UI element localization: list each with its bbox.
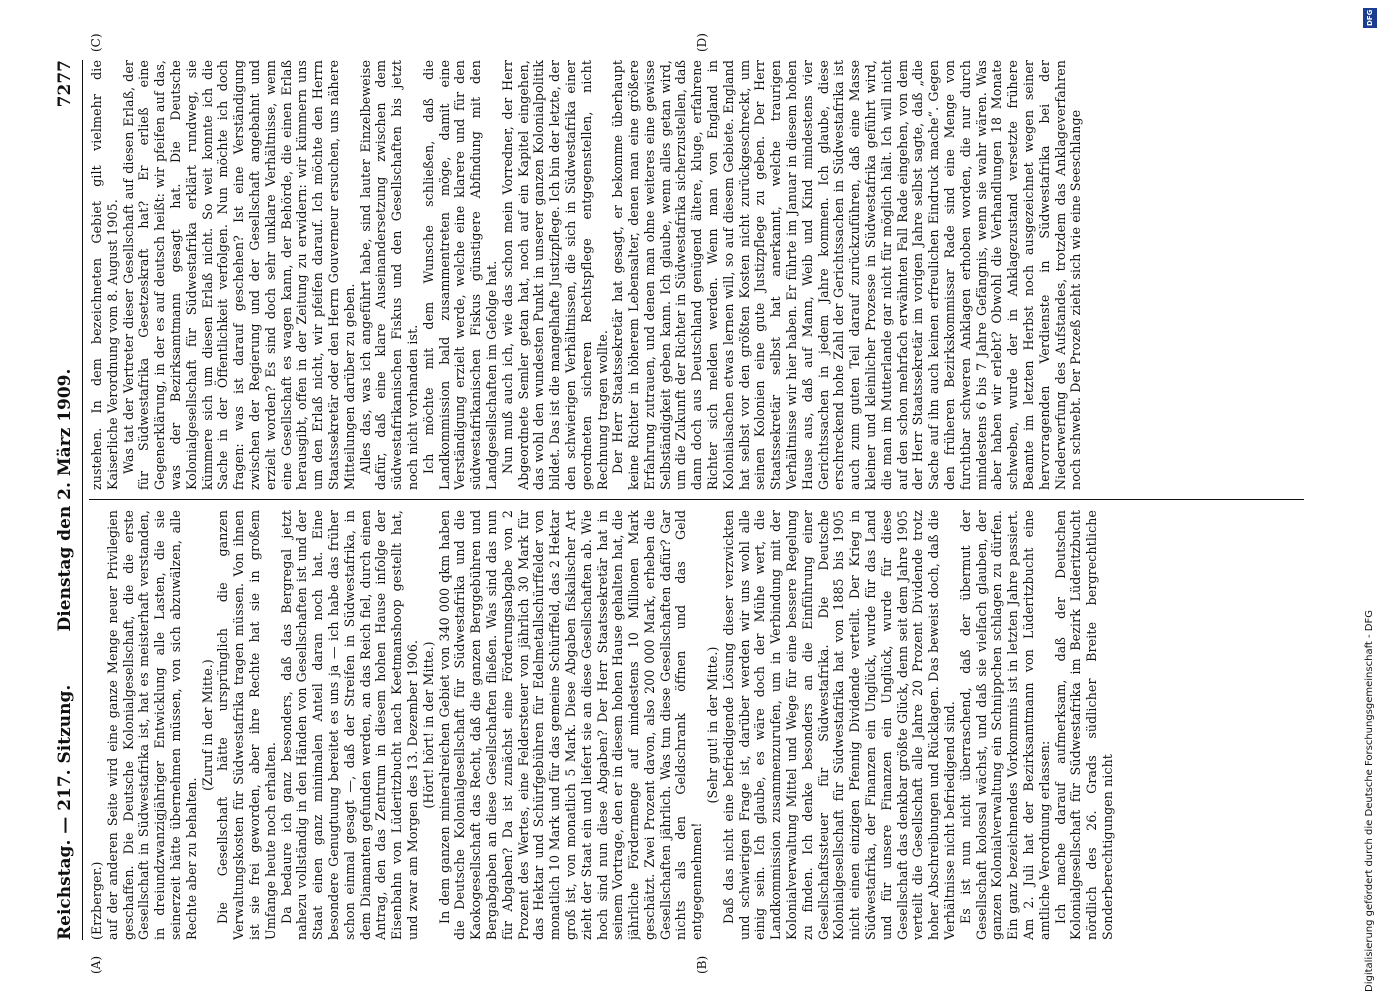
paragraph: zustehen. In dem bezeichneten Gebiet gilt vielmehr die Kaiserliche Verordnung vom 8. August 1905. (89, 60, 120, 490)
margin-marker-d: (D) (695, 33, 709, 52)
right-column (89, 60, 1304, 490)
page-number: 7277 (55, 60, 75, 108)
page-content (55, 33, 1310, 974)
paragraph: (Zuruf in der Mitte.) (199, 659, 215, 791)
paragraph: auf der anderen Seite wird eine ganze Menge neuer Privilegien geschaffen. Die Deutsche Kolonialgesellschaft, die die erste Gesellschaft in Südwestafrika ist, hat es meisterhaft verstanden, in dreiundzwanzigjähriger Entwicklung alle Lasten, die sie seinerzeit hätte übernehmen müssen, von sich abzuwälzen, alle Rechte aber zu behalten. (104, 510, 199, 940)
paragraph: Daß das nicht eine befriedigende Lösung dieser verzwickten und schwierigen Frage ist, darüber werden wir uns wohl alle einig sein. Ich glaube, es wäre doch der Mühe wert, die Landkommission zusammenzurufen, um in Verbindung mit der Kolonialverwaltung Mittel und Wege für eine bessere Regelung zu finden. Ich denke besonders an die Einführung einer Gesellschaftssteuer für Südwestafrika. Die Deutsche Kolonialgesellschaft für Südwestafrika hat von 1885 bis 1905 nicht einen einzigen Pfennig Dividende verteilt. Der Krieg in Südwestafrika, der Finanzen ein Unglück, wurde für das Land und für unsere Finanzen ein Unglück, wurde für diese Gesellschaft das denkbar größte Glück, denn seit dem Jahre 1905 verteilt die Gesellschaft alle Jahre 20 Prozent Dividende trotz hoher Abschreibungen und Rücklagen. Das beweist doch, daß die Verhältnisse nicht befriedigend sind. (720, 510, 958, 940)
margin-marker-b: (B) (695, 955, 709, 974)
margin-marker-c: (C) (89, 33, 103, 52)
paragraph: Was tat der Vertreter dieser Gesellschaft auf diesen Erlaß, der für Südwestafrika Gesetzeskraft hat? Er erließ eine Gegenerklärung, in der es auf deutsch heißt: wir pfeifen auf das, was der Bezirksamtmann gesagt hat. Die Deutsche Kolonialgesellschaft für Südwestafrika erklärt rundweg, sie kümmere sich um diesen Erlaß nicht. So weit konnte ich die Sache in der Öffentlichkeit verfolgen. Nun möchte ich doch fragen: was ist darauf geschehen? Ist eine Verständigung zwischen der Regierung und der Gesellschaft angebahnt und erzielt worden? Es sind doch sehr unklare Verhältnisse, wenn eine Gesellschaft es wagen kann, der Behörde, die einen Erlaß herausgibt, offen in der Zeitung zu erwidern: wir kümmern uns um den Erlaß nicht, wir pfeifen darauf. Ich möchte den Herrn Staatssekretär oder den Herrn Gouverneur ersuchen, uns nähere Mitteilungen darüber zu geben. (120, 60, 357, 490)
paragraph: Alles das, was ich angeführt habe, sind lauter Einzelbeweise dafür, daß eine klare Auseinandersetzung zwischen dem südwestafrikanischen Fiskus und den Gesellschaften bis jetzt noch nicht vorhanden ist. (357, 60, 420, 490)
paragraph: Da bedaure ich ganz besonders, daß das Bergregal jetzt nahezu vollständig in den Händen von Gesellschaften ist und der Staat einen ganz minimalen Anteil daran noch hat. Eine besondere Genugtuung bereitet es uns ja — ich habe das früher schon einmal gesagt —, daß der Streifen in Südwestafrika, in dem Diamanten gefunden werden, an das Reich fiel, durch einen Antrag, den das Zentrum in diesem hohen Hause infolge der Eisenbahn von Lüderitzbucht nach Keetmanshoop gestellt hat, und zwar am Morgen des 13. Dezember 1906. (278, 510, 420, 940)
paragraph: (Sehr gut! in der Mitte.) (705, 646, 721, 804)
paragraph: Die Gesellschaft hätte ursprünglich die ganzen Verwaltungskosten für Südwestafrika tragen müssen. Von ihnen ist sie frei geworden, aber ihre Rechte hat sie in großem Umfange heute noch erhalten. (215, 510, 278, 940)
header-date: Dienstag den 2. März 1909. (55, 368, 75, 632)
paragraph: Der Herr Staatssekretär hat gesagt, er bekomme überhaupt keine Richter in höherem Lebensalter, denen man eine größere Erfahrung zutrauen, und denen man ohne weiteres eine gewisse Selbständigkeit geben kann. Ich glaube, wenn alles getan wird, um die Zukunft der Richter in Südwestafrika sicherzustellen, daß dann doch aus Deutschland genügend ältere, kluge, erfahrene Richter sich melden werden. Wenn man von England in Kolonialsachen etwas lernen will, so auf diesem Gebiete. England hat selbst vor den größten Kosten nicht zurückgeschreckt, um seinen Kolonien eine gute Justizpflege zu geben. Der Herr Staatssekretär selbst hat anerkannt, welche traurigen Verhältnisse wir hier haben. Er führte im Januar in diesem hohen Hause aus, daß auf Mann, Weib und Kind mindestens vier Gerichtssachen in jedem Jahre kommen. Ich glaube, diese erschreckend hohe Zahl der Gerichtssachen in Südwestafrika ist auch zum guten Teil darauf zurückzuführen, daß eine Masse kleiner und kleinlicher Prozesse in Südwestafrika geführt wird, die man im Mutterlande gar nicht für möglich hält. Ich will nicht auf den schon mehrfach erwähnten Fall Rade eingehen, von dem der Herr Staatssekretär im vorigen Jahre selbst sagte, daß „die Sache auf ihn auch keinen erfreulichen Eindruck mache“. Gegen den früheren Bezirkskommissar Rade sind eine Menge von furchtbar schweren Anklagen erhoben worden, die nur durch mindestens 6 bis 7 Jahre Gefängnis, wenn sie wahr wären. Was aber haben wir erlebt? Obwohl die Verhandlungen 18 Monate schweben, wurde der in Anklagezustand versetzte frühere Beamte im letzten Herbst noch ausgezeichnet wegen seiner hervorragenden Verdienste in Südwestafrika bei der Niederwerfung des Aufstandes, trotzdem das Anklageverfahren noch schwebt. Der Prozeß zieht sich wie eine Seeschlange (610, 60, 1084, 490)
left-column (89, 510, 1304, 940)
paragraph: Ich mache darauf aufmerksam, daß der Deutschen Kolonialgesellschaft für Südwestafrika im Bezirk Lüderitzbucht nördlich des 26. Grads südlicher Breite bergrechtliche Sonderberechtigungen nicht (1052, 510, 1115, 940)
paragraph: Ich möchte mit dem Wunsche schließen, daß die Landkommission bald zusammentreten möge, damit eine Verständigung erzielt werde, welche eine klarere und für den südwestafrikanischen Fiskus günstigere Abfindung mit den Landgesellschaften im Gefolge hat. (420, 60, 499, 490)
paragraph: (Erzberger.) (89, 861, 104, 940)
column-divider (89, 499, 1304, 500)
digitization-credit: Digitalisierung gefördert durch die Deutsche Forschungsgemeinschaft - DFG (1364, 609, 1375, 992)
paragraph: In dem ganzen mineralreichen Gebiet von 340 000 qkm haben die Deutsche Kolonialgesellschaft für Südwestafrika und die Kaokogesellschaft das Recht, daß die ganzen Berggebühren und Bergabgaben an diese Gesellschaften fließen. Was sind das nun für Abgaben? Da ist zunächst eine Förderungsabgabe von 2 Prozent des Wertes, eine Feldersteuer von jährlich 30 Mark für das Hektar und Schürfgebühren für Edelmetallschürffelder von monatlich 10 Mark und für das gemeine Schürffeld, das 2 Hektar groß ist, von monatlich 5 Mark. Diese Abgaben fiskalischer Art zieht der Staat ein und liefert sie an diese Gesellschaften ab. Wie hoch sind nun diese Abgaben? Der Herr Staatssekretär hat in seinem Vortrage, den er in diesem hohen Hause gehalten hat, die jährliche Fördermenge auf mindestens 10 Millionen Mark geschätzt. Zwei Prozent davon, also 200 000 Mark, erheben die Gesellschaften jährlich. Was tun diese Gesellschaften dafür? Gar nichts als den Geldschrank öffnen und das Geld entgegennehmen! (436, 510, 705, 940)
header-session: Reichstag. — 217. Sitzung. (55, 684, 75, 940)
paragraph: (Hört! hört! in der Mitte.) (420, 641, 436, 809)
paragraph: Nun muß auch ich, wie das schon mein Vorredner, der Herr Abgeordnete Semler getan hat, noch auf ein Kapitel eingehen, das wohl den wundesten Punkt in unserer ganzen Kolonialpolitik bildet. Das ist die mangelhafte Justizpflege. Ich bin der letzte, der den schwierigen Verhältnissen, die sich in Südwestafrika einer geordneten sicheren Rechtspflege entgegenstellen, nicht Rechnung tragen wollte. (499, 60, 610, 490)
margin-marker-a: (A) (89, 955, 103, 974)
dfg-logo: DFG (1363, 8, 1377, 28)
page-header (55, 60, 83, 940)
paragraph: Es ist nun nicht überraschend, daß der übermut der Gesellschaft kolossal wächst, und daß sie vielfach glauben, der ganzen Kolonialverwaltung ein Schnippchen schlagen zu dürfen. Ein ganz bezeichnendes Vorkommnis ist in letzten Jahre passiert. Am 2. Juli hat der Bezirksamtmann von Lüderitzbucht eine amtliche Verordnung erlassen: (957, 510, 1052, 940)
